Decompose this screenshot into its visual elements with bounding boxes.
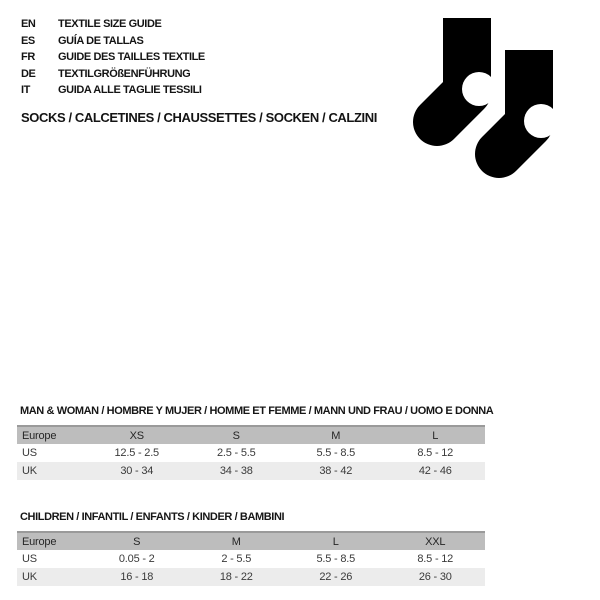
column-header-size: XS <box>129 429 144 442</box>
column-header-size: M <box>231 535 241 548</box>
language-row <box>21 82 205 99</box>
size-value: 38 - 42 <box>319 465 353 477</box>
size-value: 42 - 46 <box>418 465 452 477</box>
size-value: 16 - 18 <box>120 571 154 583</box>
language-row <box>21 16 205 33</box>
socks-icon <box>403 10 563 180</box>
sock-shape <box>437 18 496 122</box>
table-row-uk <box>17 462 485 480</box>
size-value: 26 - 30 <box>418 571 452 583</box>
language-code: DE <box>21 67 36 80</box>
table-header-row <box>17 427 485 444</box>
column-header-europe: Europe <box>22 535 57 548</box>
size-value: 0.05 - 2 <box>118 553 155 565</box>
size-value: 30 - 34 <box>120 465 154 477</box>
size-value: 18 - 22 <box>219 571 253 583</box>
size-chart <box>17 531 485 586</box>
column-header-size: S <box>232 429 240 442</box>
table-row-us <box>17 550 485 568</box>
table-header-row <box>17 533 485 550</box>
column-header-size: S <box>133 535 141 548</box>
size-value: 2 - 5.5 <box>221 553 252 565</box>
language-row <box>21 66 205 83</box>
size-value: 5.5 - 8.5 <box>316 553 356 565</box>
row-label: UK <box>22 465 37 477</box>
table-title: MAN & WOMAN / HOMBRE Y MUJER / HOMME ET FEMME / MANN UND FRAU / UOMO E DONNA <box>20 405 494 417</box>
column-header-size: M <box>331 429 341 442</box>
language-code: ES <box>21 34 35 47</box>
language-title: TEXTILE SIZE GUIDE <box>58 18 162 31</box>
size-value: 8.5 - 12 <box>417 553 454 565</box>
size-table-children <box>17 510 485 586</box>
column-header-size: L <box>432 429 439 442</box>
category-heading: SOCKS / CALCETINES / CHAUSSETTES / SOCKEN / CALZINI <box>21 110 377 125</box>
language-list <box>21 16 205 99</box>
table-row-us <box>17 444 485 462</box>
column-header-europe: Europe <box>22 429 57 442</box>
sock-shape <box>499 50 558 154</box>
language-code: FR <box>21 51 35 64</box>
size-value: 12.5 - 2.5 <box>114 447 159 459</box>
size-chart <box>17 425 485 480</box>
language-title: TEXTILGRÖßENFÜHRUNG <box>58 67 191 80</box>
size-value: 8.5 - 12 <box>417 447 454 459</box>
language-code: EN <box>21 18 36 31</box>
sock-heel-cutout <box>524 104 558 138</box>
language-title: GUIDA ALLE TAGLIE TESSILI <box>58 84 202 97</box>
size-value: 2.5 - 5.5 <box>216 447 256 459</box>
sock-heel-cutout <box>462 72 496 106</box>
size-value: 5.5 - 8.5 <box>316 447 356 459</box>
language-title: GUIDE DES TAILLES TEXTILE <box>58 51 205 64</box>
language-row <box>21 33 205 50</box>
column-header-size: L <box>332 535 339 548</box>
size-value: 22 - 26 <box>319 571 353 583</box>
column-header-size: XXL <box>425 535 446 548</box>
table-row-uk <box>17 568 485 586</box>
size-value: 34 - 38 <box>219 465 253 477</box>
row-label: US <box>22 447 37 459</box>
language-row <box>21 49 205 66</box>
language-title: GUÍA DE TALLAS <box>58 34 144 47</box>
row-label: UK <box>22 571 37 583</box>
table-title: CHILDREN / INFANTIL / ENFANTS / KINDER / BAMBINI <box>20 511 285 523</box>
size-table-man-woman <box>17 404 494 480</box>
language-code: IT <box>21 84 30 97</box>
row-label: US <box>22 553 37 565</box>
